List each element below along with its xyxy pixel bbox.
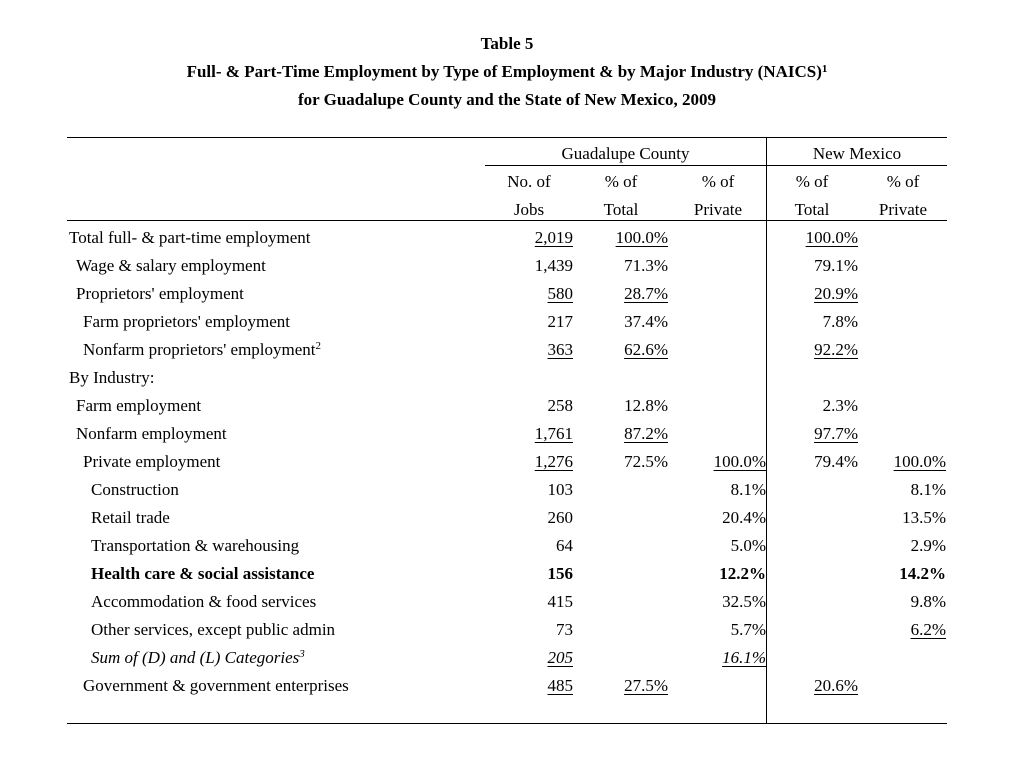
table-cell: 9.8% [910, 592, 946, 611]
row-label-text: Farm proprietors' employment [83, 312, 291, 331]
table-subtitle: for Guadalupe County and the State of New Mexico, 2009 [297, 90, 717, 109]
table-cell: 12.2% [719, 564, 766, 583]
table-title-block [0, 30, 1014, 114]
table-cell: 205 [547, 648, 573, 667]
row-label [91, 560, 314, 588]
column-header-1-bottom: Jobs [513, 200, 545, 219]
column-header-3-top: % of [701, 172, 735, 191]
table-cell: 16.1% [722, 648, 766, 667]
table-cell: 8.1% [910, 480, 946, 499]
table-cell: 64 [556, 536, 573, 555]
row-label-text: Transportation & warehousing [91, 536, 300, 555]
table-cell: 100.0% [805, 228, 858, 247]
row-label [83, 672, 349, 700]
table-cell: 32.5% [722, 592, 766, 611]
table-cell: 156 [547, 564, 573, 583]
table-cell: 100.0% [615, 228, 668, 247]
table-cell: 71.3% [624, 256, 668, 275]
column-header-2-bottom: Total [603, 200, 639, 219]
table-cell: 14.2% [899, 564, 946, 583]
row-label-text: Construction [91, 480, 179, 499]
table-cell: 363 [547, 340, 573, 359]
table-cell: 37.4% [624, 312, 668, 331]
table-cell: 20.6% [814, 676, 858, 695]
table-cell: 79.4% [814, 452, 858, 471]
table-cell: 12.8% [624, 396, 668, 415]
table-cell: 92.2% [814, 340, 858, 359]
row-label [76, 420, 227, 448]
table-cell: 72.5% [624, 452, 668, 471]
footnote-marker: 2 [315, 340, 322, 352]
table-cell: 27.5% [624, 676, 668, 695]
table-cell: 62.6% [624, 340, 668, 359]
table-cell: 79.1% [814, 256, 858, 275]
table-cell: 20.9% [814, 284, 858, 303]
footnote-marker: 1 [821, 63, 828, 75]
row-label [76, 252, 266, 280]
row-label [83, 336, 321, 364]
table-cell: 73 [556, 620, 573, 639]
table-cell: 87.2% [624, 424, 668, 443]
row-label [83, 308, 290, 336]
row-label-text: Other services, except public admin [91, 620, 336, 639]
table-cell: 100.0% [713, 452, 766, 471]
column-divider [766, 137, 767, 724]
table-cell: 28.7% [624, 284, 668, 303]
top-rule [67, 137, 947, 138]
table-cell: 1,276 [534, 452, 573, 471]
row-label-text: Total full- & part-time employment [69, 228, 311, 247]
row-label [69, 364, 154, 392]
row-label [69, 224, 310, 252]
table-title-text: Full- & Part-Time Employment by Type of Employment & by Major Industry (NAICS) [186, 62, 822, 81]
table-cell: 13.5% [902, 508, 946, 527]
group-header-new-mexico: New Mexico [812, 144, 902, 163]
table-cell: 258 [547, 396, 573, 415]
table-cell: 2.9% [910, 536, 946, 555]
row-label-text: Sum of (D) and (L) Categories [91, 648, 300, 667]
row-label [91, 532, 299, 560]
table-cell: 97.7% [814, 424, 858, 443]
table-cell: 580 [547, 284, 573, 303]
column-header-4-top: % of [795, 172, 829, 191]
table-cell: 485 [547, 676, 573, 695]
row-label-text: Farm employment [76, 396, 202, 415]
table-cell: 8.1% [730, 480, 766, 499]
row-label [91, 616, 335, 644]
row-label [91, 588, 316, 616]
group-header-guadalupe: Guadalupe County [561, 144, 690, 163]
table-cell: 5.7% [730, 620, 766, 639]
table-cell: 6.2% [910, 620, 946, 639]
table-cell: 5.0% [730, 536, 766, 555]
row-label [91, 504, 170, 532]
row-label [76, 280, 244, 308]
column-header-4-bottom: Total [794, 200, 830, 219]
table-cell: 7.8% [822, 312, 858, 331]
table-number: Table 5 [480, 34, 534, 53]
row-label [83, 448, 220, 476]
table-cell: 2.3% [822, 396, 858, 415]
row-label [91, 644, 305, 672]
column-header-3-bottom: Private [693, 200, 743, 219]
footnote-marker: 3 [299, 648, 305, 660]
row-label-text: Nonfarm employment [76, 424, 227, 443]
row-label [91, 476, 179, 504]
row-label-text: Private employment [83, 452, 221, 471]
table-cell: 1,439 [534, 256, 573, 275]
table-cell: 100.0% [893, 452, 946, 471]
table-cell: 1,761 [534, 424, 573, 443]
row-label-text: Health care & social assistance [91, 564, 315, 583]
row-label-text: Government & government enterprises [83, 676, 349, 695]
table-cell: 20.4% [722, 508, 766, 527]
table-cell: 103 [547, 480, 573, 499]
column-header-5-top: % of [886, 172, 920, 191]
table-cell: 217 [547, 312, 573, 331]
row-label-text: Retail trade [91, 508, 170, 527]
table-cell: 2,019 [534, 228, 573, 247]
row-label-text: Wage & salary employment [76, 256, 266, 275]
table-title [0, 58, 1014, 86]
row-label-text: Accommodation & food services [91, 592, 317, 611]
bottom-rule [67, 723, 947, 724]
table-cell: 260 [547, 508, 573, 527]
row-label-text: Nonfarm proprietors' employment [83, 340, 316, 359]
row-label-text: By Industry: [69, 368, 155, 387]
column-header-1-top: No. of [507, 172, 551, 191]
row-label [76, 392, 201, 420]
column-header-5-bottom: Private [878, 200, 928, 219]
row-label-text: Proprietors' employment [76, 284, 244, 303]
column-header-2-top: % of [604, 172, 638, 191]
table-cell: 415 [547, 592, 573, 611]
